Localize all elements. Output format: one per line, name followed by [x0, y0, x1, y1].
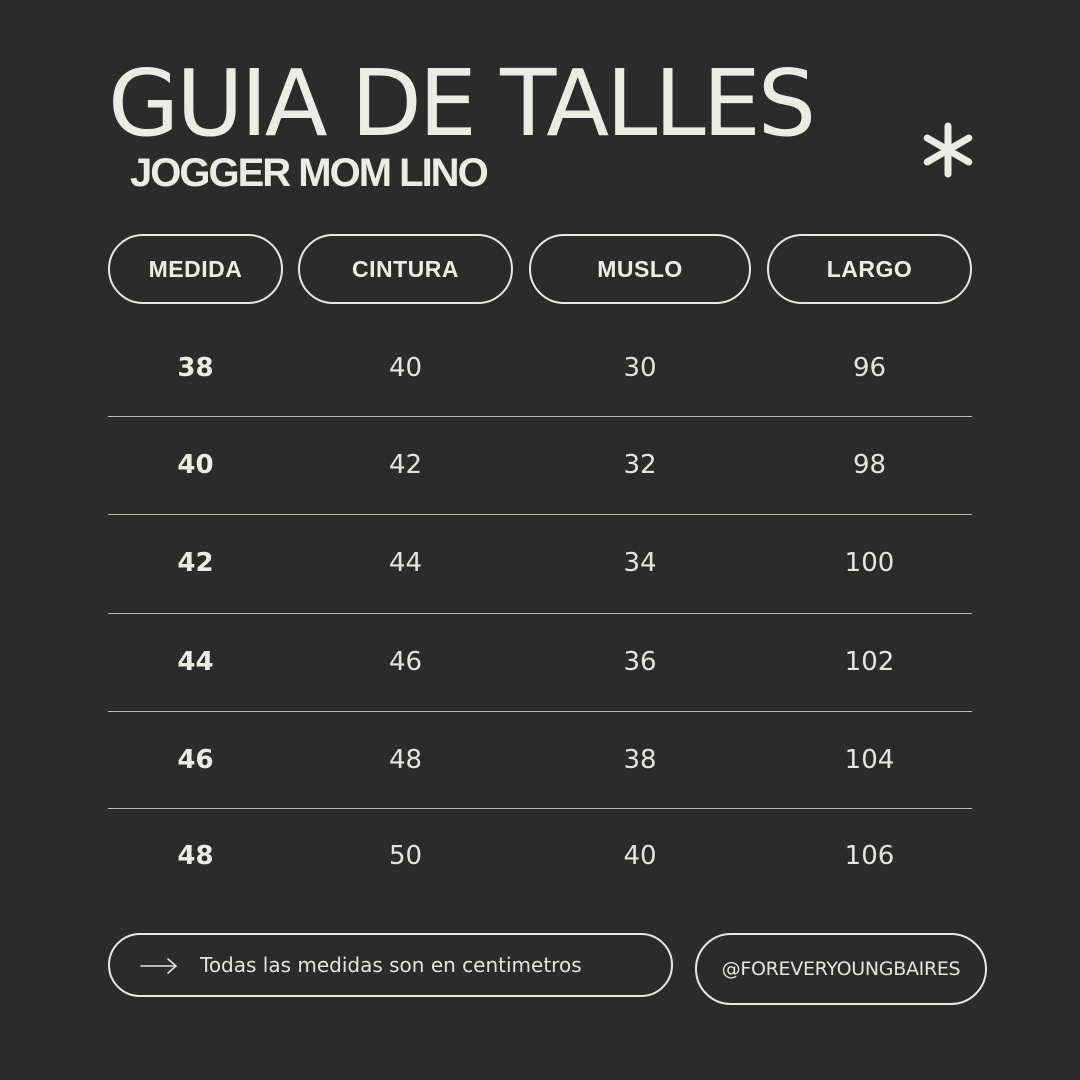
measurement-note: [108, 933, 673, 997]
product-subtitle: JOGGER MOM LINO: [130, 151, 487, 195]
cell-cintura: 48: [388, 744, 423, 775]
table-row: [108, 711, 972, 808]
cell-muslo: 40: [623, 840, 657, 871]
cell-cintura: 44: [388, 547, 423, 578]
cell-cintura: 40: [388, 352, 423, 383]
header-medida: MEDIDA: [108, 234, 283, 304]
table-row: [108, 416, 972, 513]
cell-largo: 96: [852, 352, 887, 383]
arrow-right-icon: [140, 956, 178, 976]
cell-medida: 48: [177, 840, 214, 871]
header-largo: LARGO: [767, 234, 972, 304]
cell-muslo: 38: [623, 744, 657, 775]
cell-medida: 40: [177, 449, 214, 480]
asterisk-icon: [920, 122, 976, 178]
cell-muslo: 32: [623, 449, 657, 480]
cell-medida: 46: [177, 744, 214, 775]
cell-medida: 38: [177, 352, 214, 383]
page-title: GUIA DE TALLES: [108, 50, 814, 157]
cell-largo: 104: [844, 744, 895, 775]
cell-largo: 98: [852, 449, 887, 480]
instagram-handle[interactable]: @FOREVERYOUNGBAIRES: [695, 933, 987, 1005]
cell-medida: 42: [177, 547, 214, 578]
header-muslo: MUSLO: [529, 234, 751, 304]
note-text: Todas las medidas son en centimetros: [200, 953, 582, 977]
cell-largo: 100: [844, 547, 895, 578]
cell-muslo: 36: [623, 646, 657, 677]
cell-muslo: 34: [623, 547, 657, 578]
cell-medida: 44: [177, 646, 214, 677]
cell-cintura: 50: [388, 840, 423, 871]
cell-largo: 106: [844, 840, 895, 871]
cell-largo: 102: [844, 646, 895, 677]
table-row: [108, 514, 972, 611]
cell-cintura: 42: [388, 449, 423, 480]
table-row: [108, 613, 972, 710]
cell-cintura: 46: [388, 646, 423, 677]
header-cintura: CINTURA: [298, 234, 513, 304]
table-row: [108, 807, 972, 904]
cell-muslo: 30: [623, 352, 657, 383]
table-row: [108, 319, 972, 416]
